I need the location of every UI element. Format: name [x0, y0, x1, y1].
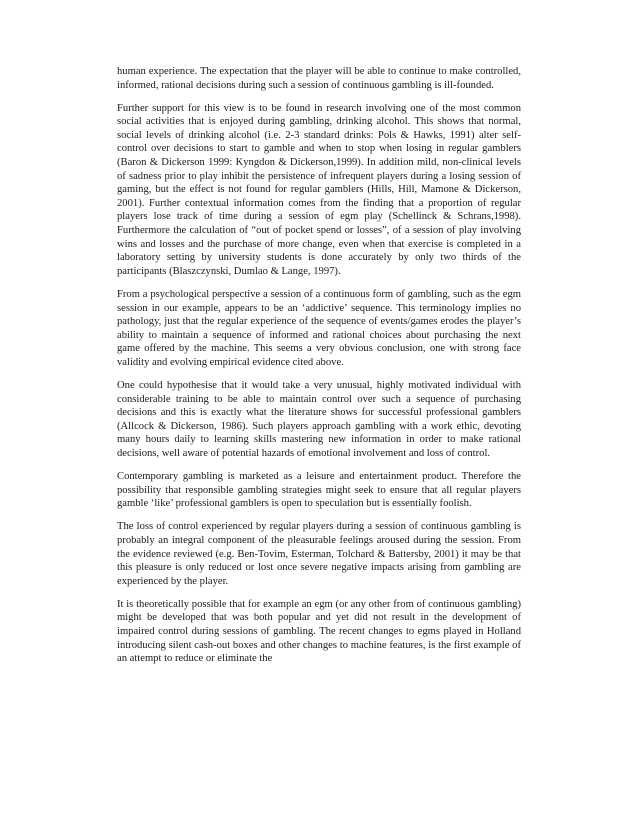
paragraph-6: The loss of control experienced by regular players during a session of continuous gambling is probably an integral component of the pleasurable feelings aroused during the session. From the evidence reviewed (e.g. Ben-Tovim, Esterman, Tolchard & Battersby, 2001) it may be that this pleasure is only reduced or lost once severe negative impacts arising from gambling are experienced by the player.	[117, 521, 521, 587]
paragraph-5: Contemporary gambling is marketed as a leisure and entertainment product. Therefore the possibility that responsible gambling strategies might seek to ensure that all regular players gamble ‘like’ professional gamblers is open to speculation but is essentially foolish.	[117, 471, 521, 510]
paragraph-3: From a psychological perspective a session of a continuous form of gambling, such as the egm session in our example, appears to be an ‘addictive’ sequence. This terminology implies no pathology, just that the regular experience of the sequence of events/games erodes the player’s ability to maintain a sequence of informed and rational choices about purchasing the next game offered by the machine. This seems a very obvious conclusion, one with strong face validity and evolving empirical evidence cited above.	[117, 288, 521, 368]
paragraph-1: human experience. The expectation that the player will be able to continue to make controlled, informed, rational decisions during such a session of continuous gambling is ill-founded.	[117, 66, 521, 91]
paragraph-4: One could hypothesise that it would take a very unusual, highly motivated individual with considerable training to be able to maintain control over such a sequence of purchasing decisions and this is exactly what the literature shows for successful professional gamblers (Allcock & Dickerson, 1986). Such players approach gambling with a work ethic, devoting many hours daily to learning skills mastering new information in order to make rational decisions, well aware of potential hazards of emotional involvement and loss of control.	[117, 379, 521, 459]
paragraph-2: Further support for this view is to be found in research involving one of the most common social activities that is enjoyed during gambling, drinking alcohol. This shows that normal, social levels of drinking alcohol (i.e. 2-3 standard drinks: Pols & Hawks, 1991) alter self-control over decisions to start to gamble and when to stop when losing in regular gamblers (Baron & Dickerson 1999: Kyngdon & Dickerson,1999). In addition mild, non-clinical levels of sadness prior to play inhibit the persistence of infrequent players during a losing session of gaming, but the effect is not found for regular gamblers (Hills, Hill, Mamone & Dickerson, 2001). Further contextual information comes from the finding that a proportion of regular players lose track of time during a session of egm play (Schellinck & Schrans,1998). Furthermore the calculation of “out of pocket spend or losses”, of a session of play involving wins and losses and the purchase of more change, even when that exercise is completed in a laboratory setting by university students is done accurately by only two thirds of the participants (Blaszczynski, Dumlao & Lange, 1997).	[117, 102, 521, 277]
paragraph-7: It is theoretically possible that for example an egm (or any other from of continuous gambling) might be developed that was both popular and yet did not result in the development of impaired control during sessions of gambling. The recent changes to egms played in Holland introducing silent cash-out boxes and other changes to machine features, is the first example of an attempt to reduce or eliminate the	[117, 598, 521, 665]
document-page	[117, 65, 521, 675]
